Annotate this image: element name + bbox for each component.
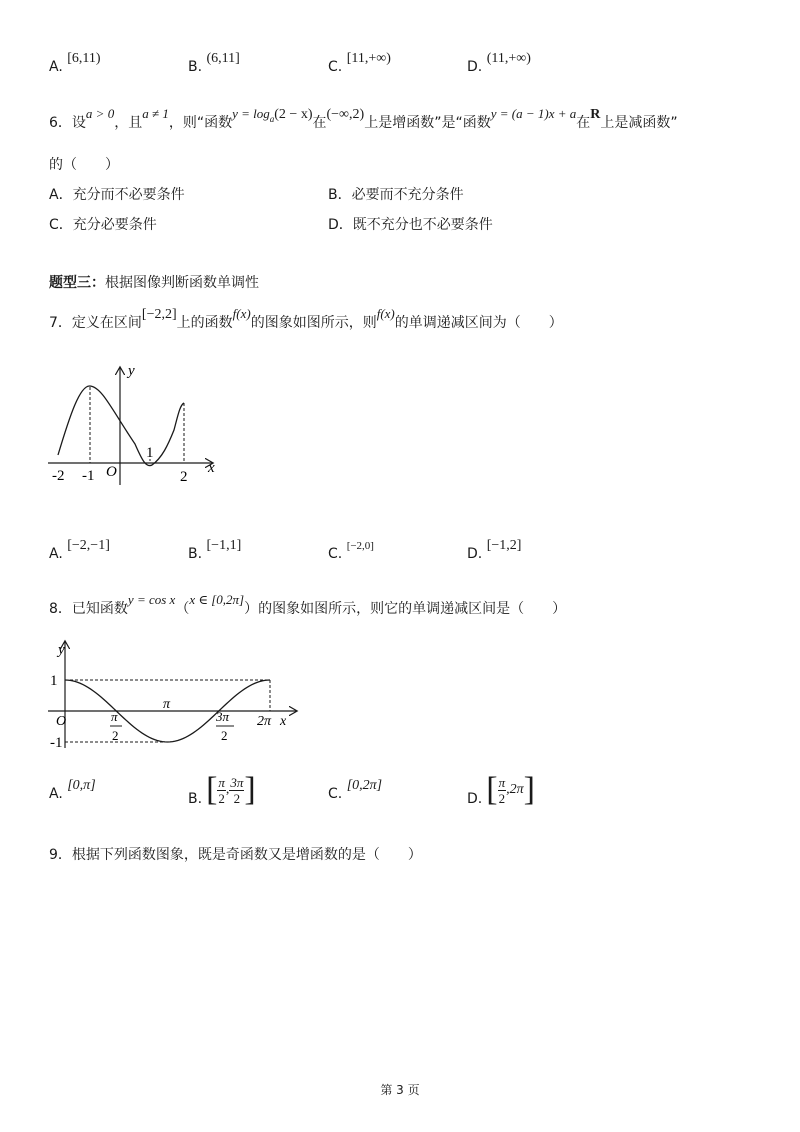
q8-option-b: B. [ $\frac{\pi}{2}$ , $\frac{3\pi}{2}$ ] <box>188 771 256 808</box>
q7-option-a: A. [−2,−1] <box>49 538 110 562</box>
q8-option-d: D. [ $\frac{\pi}{2}$ ,2π ] <box>467 771 535 808</box>
q6-option-a: A．充分而不必要条件 <box>49 187 185 203</box>
q5-option-b: B. (6,11] <box>188 51 240 75</box>
q8-graph <box>40 636 300 754</box>
q7-curve <box>58 386 184 466</box>
q6-stem: 6．设a > 0，且a ≠ 1，则“函数$y = \log_a(2 - x)$在(−∞,2)上是增函数”是“函数y = (a − 1)x + a在R上是减函数” <box>49 106 678 131</box>
q7-tick-minus1: -1 <box>82 468 95 484</box>
q7-tick-1: 1 <box>146 445 154 461</box>
q6-option-d: D．既不充分也不必要条件 <box>328 217 493 233</box>
q8-x-label: x <box>280 714 287 729</box>
q7-tick-2: 2 <box>180 469 188 485</box>
q8-tick-pi: π <box>163 697 171 712</box>
section-heading: 题型三：根据图像判断函数单调性 <box>49 275 259 291</box>
q8-tick-1: 1 <box>50 673 58 689</box>
q5-option-a: A. [6,11) <box>49 51 101 75</box>
page-number: 第 3 页 <box>380 1083 420 1097</box>
q5-option-c: C. [11,+∞) <box>328 51 391 75</box>
q8-tick-3pi-half-num: 3π <box>216 709 230 724</box>
q7-y-label: y <box>128 363 135 379</box>
q7-tick-minus2: -2 <box>52 468 65 484</box>
q8-tick-pi-half-num: π <box>111 709 118 724</box>
q8-tick-3pi-half-den: 2 <box>221 728 228 743</box>
q8-origin-label: O <box>56 714 67 729</box>
q8-tick-pi-half-den: 2 <box>112 728 119 743</box>
q5-option-c-math: [11,+∞) <box>346 51 391 66</box>
q7-origin-label: O <box>106 464 117 480</box>
q6-option-c: C．充分必要条件 <box>49 217 157 233</box>
q8-option-a: A. [0,π] <box>49 778 96 802</box>
q9-stem: 9．根据下列函数图象，既是奇函数又是增函数的是（ ） <box>49 847 422 863</box>
q7-option-d: D. [−1,2] <box>467 538 522 562</box>
q8-y-label: y <box>58 642 65 658</box>
q5-option-b-math: (6,11] <box>206 51 240 66</box>
q6-option-b: B．必要而不充分条件 <box>328 187 464 203</box>
q8-tick-2pi: 2π <box>257 714 272 729</box>
q6-stem-line2: 的（ ） <box>49 157 119 173</box>
q8-stem: 8．已知函数y = cos x（x ∈ [0,2π]）的图象如图所示，则它的单调递减区间是（ ） <box>49 592 567 617</box>
q7-option-c: C. [−2,0] <box>328 540 374 562</box>
q8-tick-neg1: -1 <box>50 735 63 751</box>
q5-option-d-math: (11,+∞) <box>486 51 531 66</box>
q8-option-c: C. [0,2π] <box>328 778 383 802</box>
q7-graph <box>40 360 220 490</box>
q7-option-b: B. [−1,1] <box>188 538 242 562</box>
q5-option-d: D. (11,+∞) <box>467 51 531 75</box>
q5-option-a-math: [6,11) <box>67 51 101 66</box>
q7-stem: 7．定义在区间[−2,2]上的函数f(x)的图象如图所示，则f(x)的单调递减区间为（ ） <box>49 306 563 331</box>
q7-x-label: x <box>208 460 215 476</box>
